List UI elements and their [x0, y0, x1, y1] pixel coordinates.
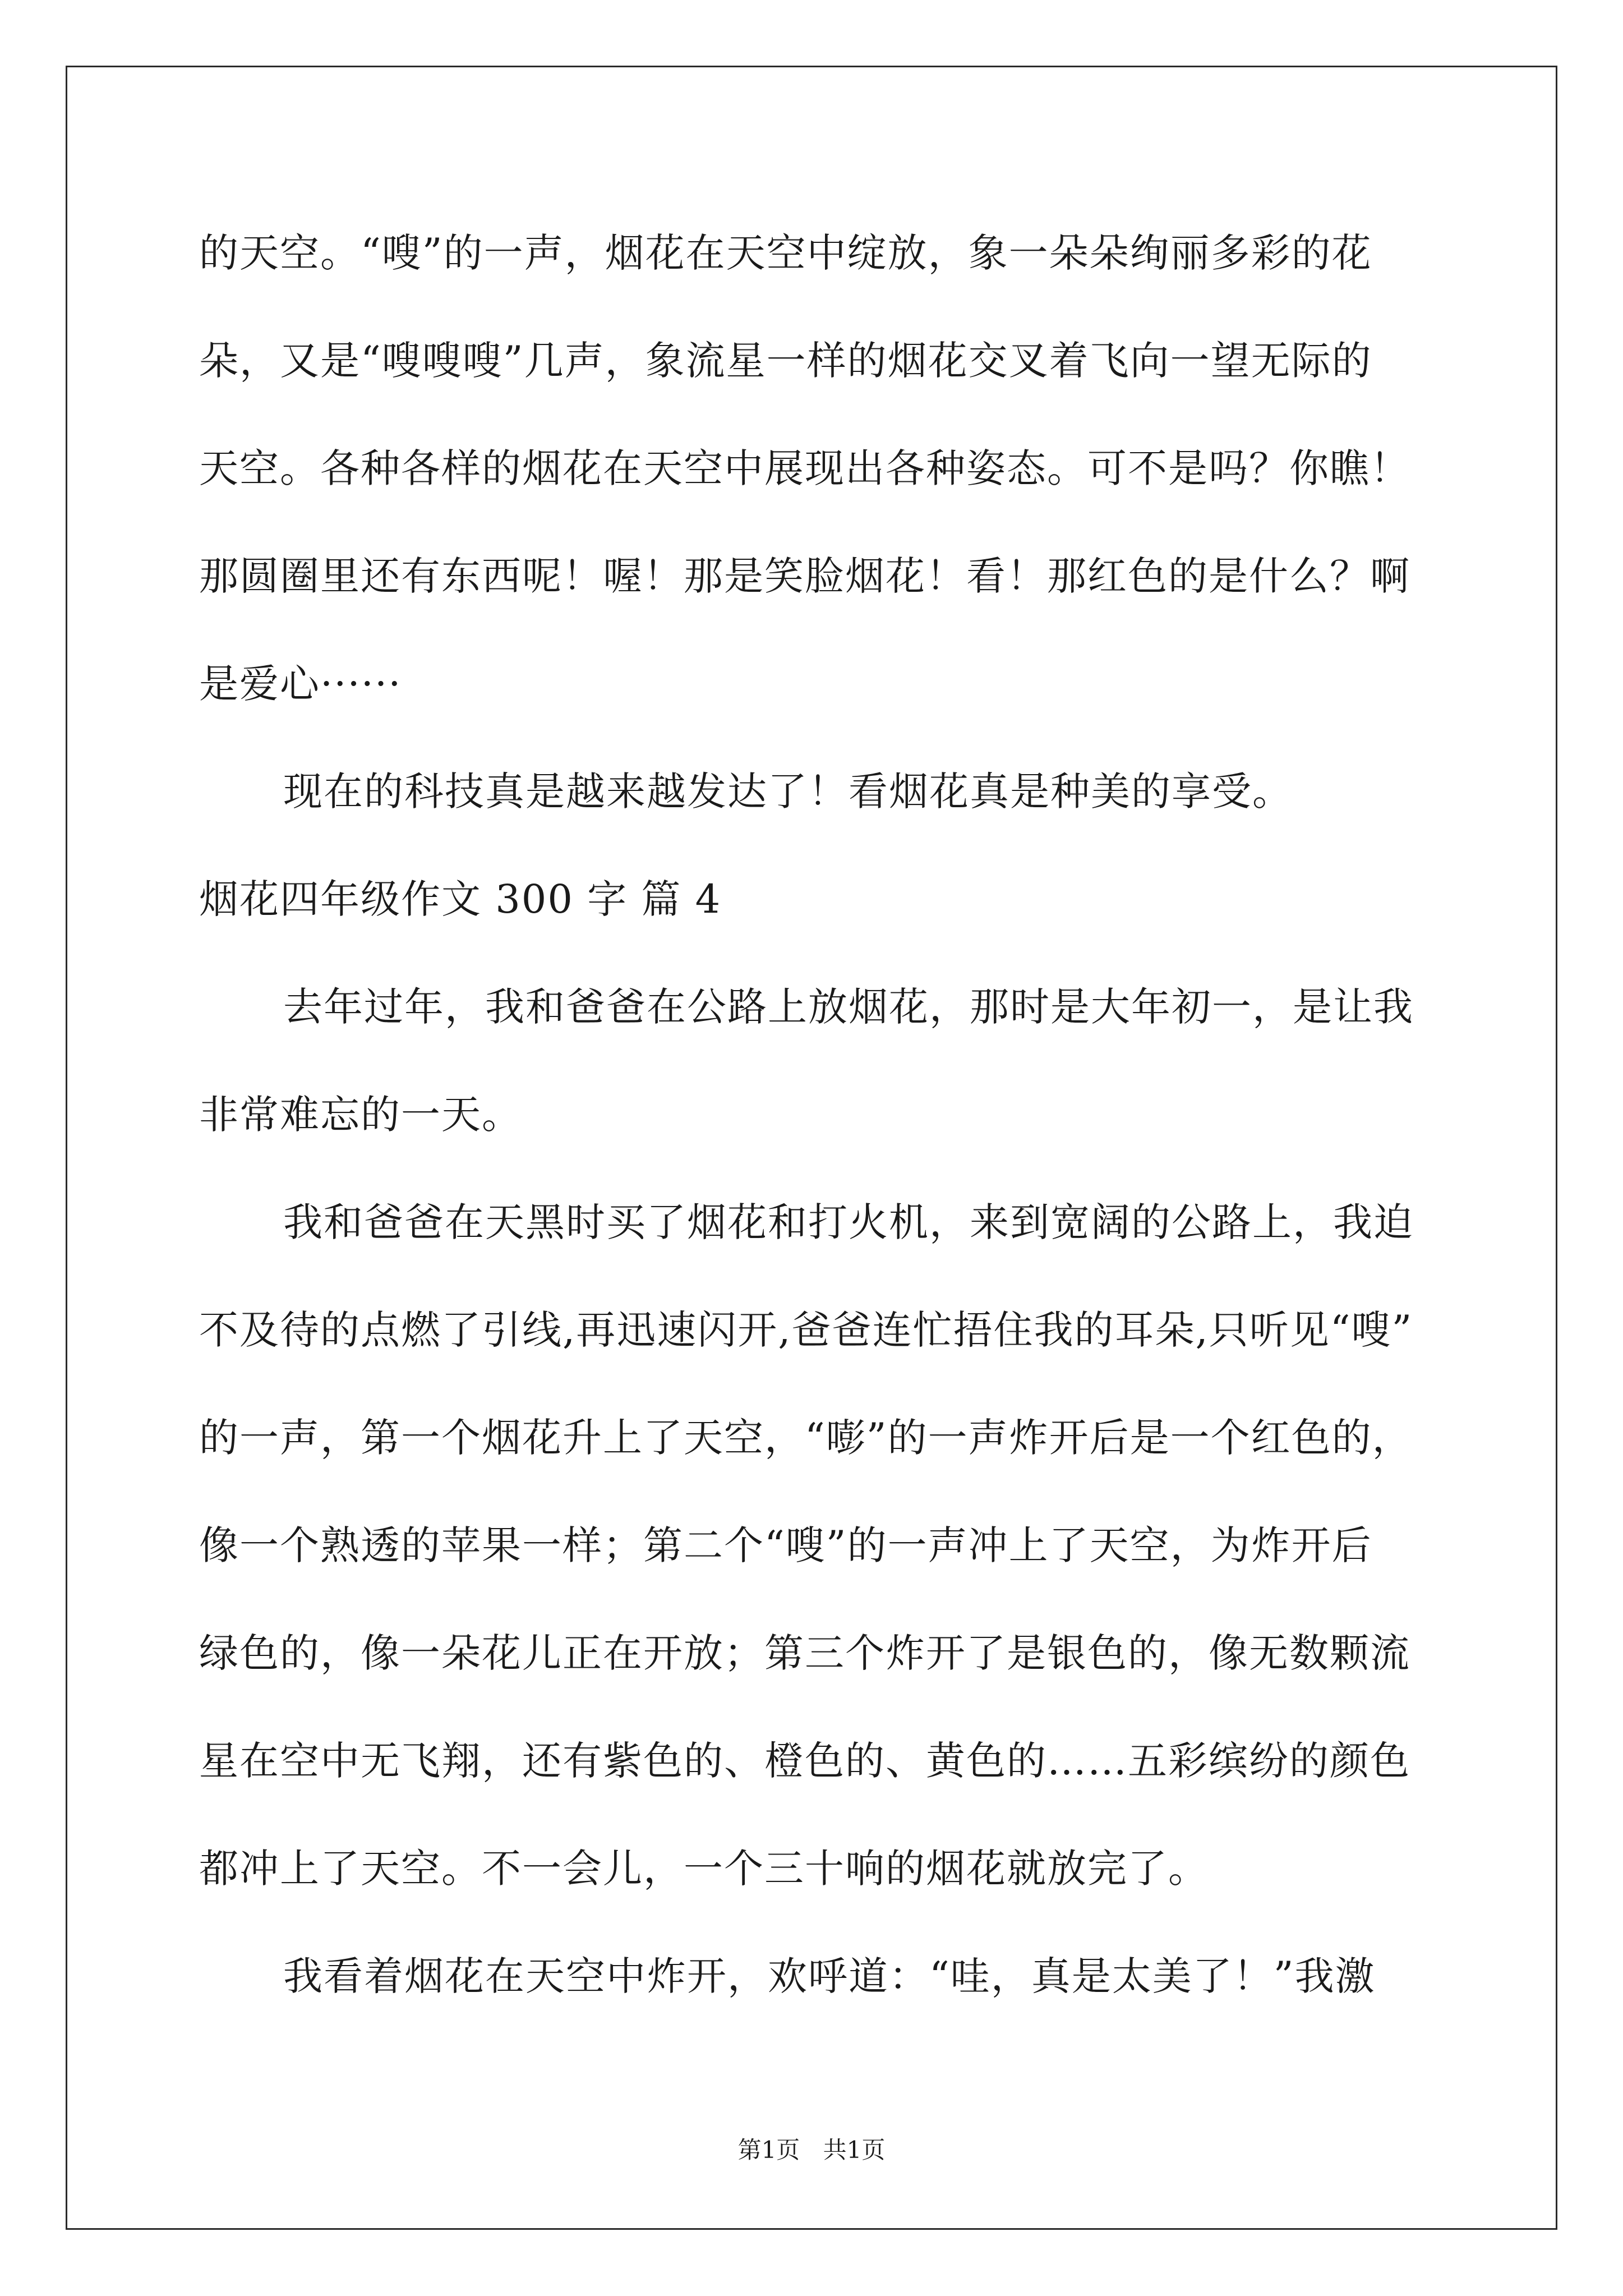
text-line: 天空。各种各样的烟花在天空中展现出各种姿态。可不是吗？你瞧！: [199, 445, 1410, 491]
text-line: 非常难忘的一天。: [199, 1092, 522, 1138]
text-line: 朵，又是“嗖嗖嗖”几声，象流星一样的烟花交叉着飞向一望无际的: [199, 338, 1372, 384]
text-line: 绿色的，像一朵花儿正在开放；第三个炸开了是银色的，像无数颗流: [199, 1630, 1410, 1676]
text-line: 的一声，第一个烟花升上了天空，“嘭”的一声炸开后是一个红色的，: [199, 1415, 1413, 1461]
page-number: 第1页: [737, 2136, 800, 2164]
text-line: 是爱心······: [199, 661, 402, 707]
text-line: 像一个熟透的苹果一样；第二个“嗖”的一声冲上了天空，为炸开后: [199, 1522, 1372, 1568]
text-line: 的天空。“嗖”的一声，烟花在天空中绽放，象一朵朵绚丽多彩的花: [199, 230, 1372, 276]
text-line: 现在的科技真是越来越发达了！看烟花真是种美的享受。: [283, 769, 1293, 815]
text-line: 那圆圈里还有东西呢！喔！那是笑脸烟花！看！那红色的是什么？啊: [199, 553, 1410, 599]
text-line: 我看着烟花在天空中炸开，欢呼道：“哇，真是太美了！”我激: [283, 1953, 1376, 1999]
section-heading: 烟花四年级作文 300 字 篇 4: [199, 876, 722, 922]
text-line: 星在空中无飞翔，还有紫色的、橙色的、黄色的……五彩缤纷的颜色: [199, 1738, 1410, 1784]
page-footer: [0, 2132, 1623, 2165]
document-body: [199, 199, 1450, 2030]
text-line: 都冲上了天空。不一会儿，一个三十响的烟花就放完了。: [199, 1846, 1209, 1892]
text-line: 去年过年，我和爸爸在公路上放烟花，那时是大年初一，是让我: [283, 984, 1414, 1030]
page-total: 共1页: [823, 2136, 886, 2164]
text-line: 我和爸爸在天黑时买了烟花和打火机，来到宽阔的公路上，我迫: [283, 1199, 1414, 1245]
text-line: 不及待的点燃了引线,再迅速闪开,爸爸连忙捂住我的耳朵,只听见“嗖”: [199, 1307, 1413, 1353]
